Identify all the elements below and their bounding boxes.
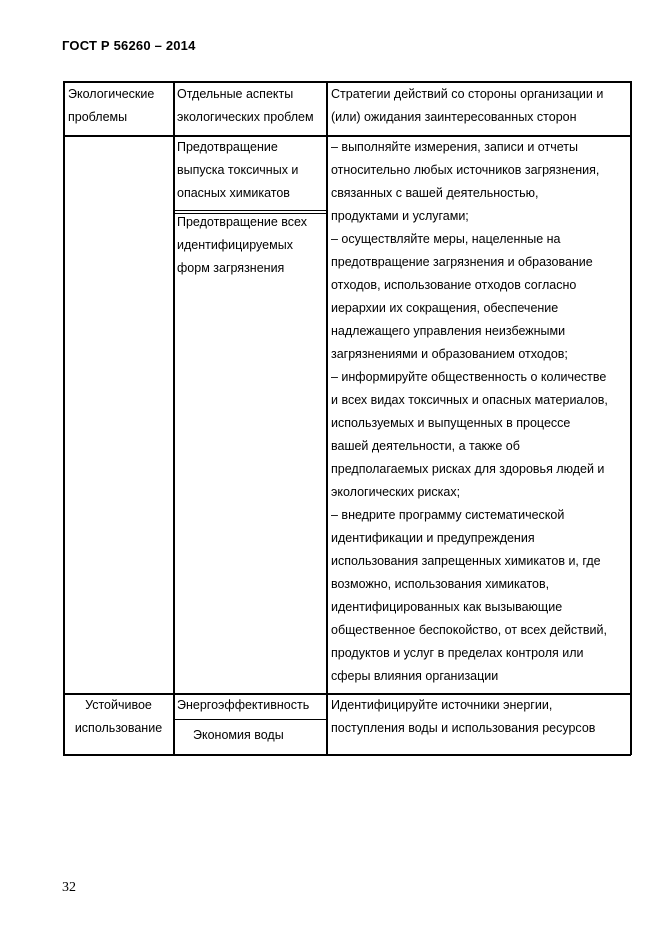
- header-cell-strategies: Стратегии действий со стороны организации и (или) ожидания заинтересованных сторон: [331, 87, 604, 124]
- aspect-toxic-chemicals: Предотвращение выпуска токсичных и опасных химикатов: [177, 140, 299, 200]
- table-right-border: [630, 81, 632, 755]
- strategy-pollution: – выполняйте измерения, записи и отчеты относительно любых источников загрязнения, связанных с вашей деятельностью, продуктами и услугами; – осуществляйте меры, нацеленные на предотвращение загрязнения и образование отходов, использование отходов согласно иерархии их сокращения, обеспечение надлежащего управления неизбежными загрязнениями и образованием отходов; – информируйте общественность о количестве и всех видах токсичных и опасных материалов, используемых и выпущенных в процессе вашей деятельности, а также об предполагаемых рисках для здоровья людей и экологических рисках; – внедрите программу систематической идентификации и предупреждения использования запрещенных химикатов и, где возможно, использования химикатов, идентифицированных как вызывающие общественное беспокойство, от всех действий, продуктов и услуг в пределах контроля или сферы влияния организации: [331, 140, 608, 683]
- document-header: ГОСТ Р 56260 – 2014: [62, 38, 196, 53]
- table-bottom-border: [63, 754, 631, 756]
- column-divider-2: [326, 81, 328, 755]
- column-divider-1: [173, 81, 175, 755]
- aspect-water-saving: Экономия воды: [193, 728, 284, 742]
- issue-sustainable-use: Устойчивое использование: [74, 698, 163, 735]
- table-left-border: [63, 81, 65, 755]
- page-number: 32: [62, 880, 76, 895]
- aspect-energy-efficiency: Энергоэффективность: [177, 698, 310, 712]
- header-cell-issues: Экологические проблемы: [68, 87, 155, 124]
- header-cell-aspects: Отдельные аспекты экологических проблем: [177, 87, 314, 124]
- aspect-pollution-prevention: Предотвращение всех идентифицируемых форм загрязнения: [177, 215, 307, 275]
- strategy-resources: Идентифицируйте источники энергии, поступления воды и использования ресурсов: [331, 698, 596, 735]
- aspect-divider-row2: [174, 719, 326, 720]
